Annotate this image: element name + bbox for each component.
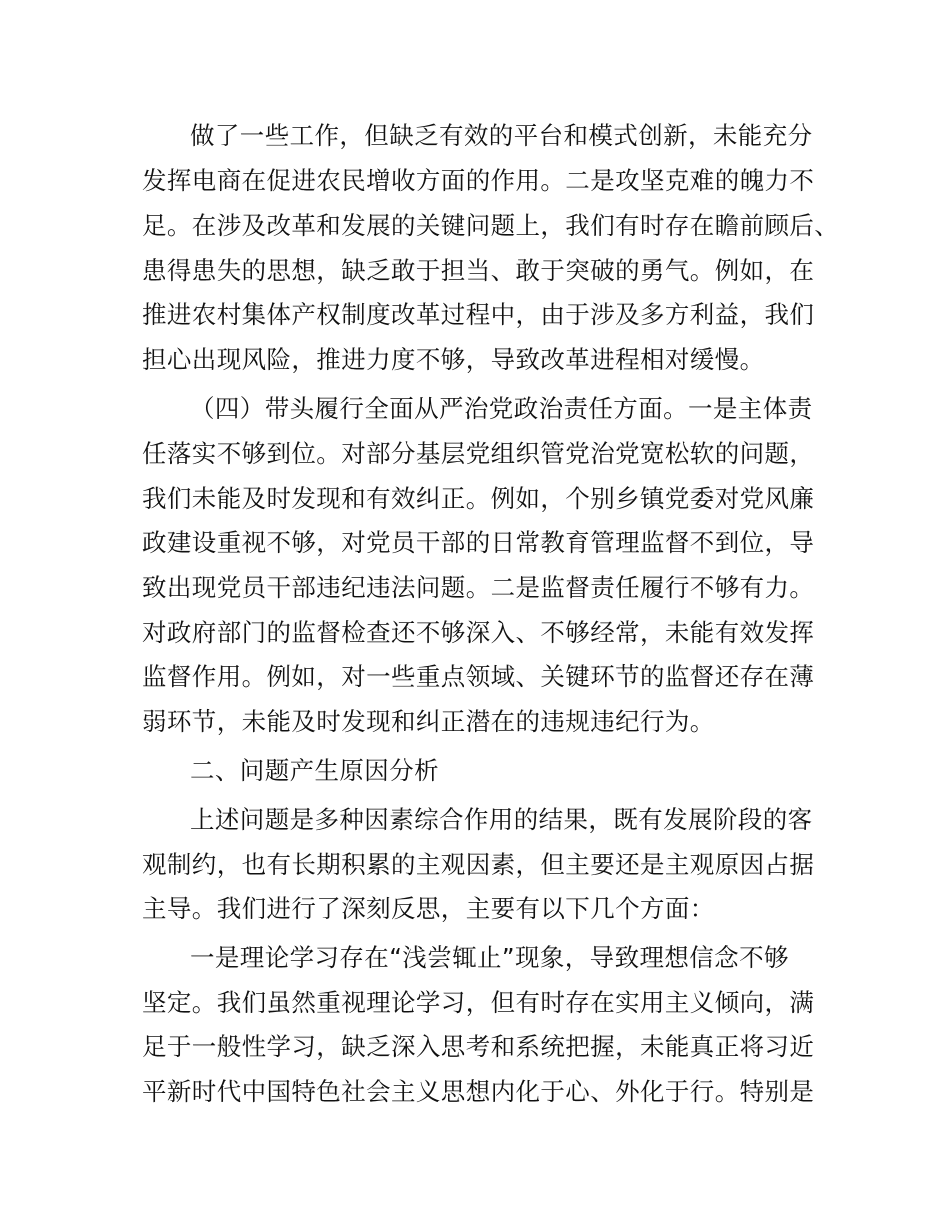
paragraph-line: 担心出现风险，推进力度不够，导致改革进程相对缓慢。 [142,345,765,374]
paragraph-line: 观制约，也有长期积累的主观因素，但主要还是主观原因占据 [142,850,815,879]
paragraph-line: 患得患失的思想，缺乏敢于担当、敢于突破的勇气。例如，在 [142,256,815,285]
paragraph-line: 发挥电商在促进农民增收方面的作用。二是攻坚克难的魄力不 [142,166,815,195]
section-heading: 二、问题产生原因分析 [190,756,439,785]
paragraph-line: 政建设重视不够，对党员干部的日常教育管理监督不到位，导 [142,528,815,557]
paragraph-line: 上述问题是多种因素综合作用的结果，既有发展阶段的客 [190,805,813,834]
paragraph-line: 做了一些工作，但缺乏有效的平台和模式创新，未能充分 [190,121,813,150]
paragraph-line: 弱环节，未能及时发现和纠正潜在的违规违纪行为。 [142,707,715,736]
paragraph-line: 足。在涉及改革和发展的关键问题上，我们有时存在瞻前顾后、 [142,211,840,240]
paragraph-line: 我们未能及时发现和有效纠正。例如，个别乡镇党委对党风廉 [142,484,815,513]
paragraph-line: 足于一般性学习，缺乏深入思考和系统把握，未能真正将习近 [142,1032,815,1061]
paragraph-line: 监督作用。例如，对一些重点领域、关键环节的监督还存在薄 [142,662,815,691]
section-heading-line: （四）带头履行全面从严治党政治责任方面。一是主体责 [190,394,813,423]
paragraph-line: 坚定。我们虽然重视理论学习，但有时存在实用主义倾向，满 [142,988,815,1017]
paragraph-line: 一是理论学习存在“浅尝辄止”现象，导致理想信念不够 [190,943,789,972]
paragraph-line: 主导。我们进行了深刻反思，主要有以下几个方面： [142,894,715,923]
paragraph-line: 任落实不够到位。对部分基层党组织管党治党宽松软的问题， [142,439,815,468]
paragraph-line: 致出现党员干部违纪违法问题。二是监督责任履行不够有力。 [142,573,815,602]
paragraph-line: 对政府部门的监督检查还不够深入、不够经常，未能有效发挥 [142,618,815,647]
paragraph-line: 推进农村集体产权制度改革过程中，由于涉及多方利益，我们 [142,300,815,329]
paragraph-line: 平新时代中国特色社会主义思想内化于心、外化于行。特别是 [142,1077,815,1106]
